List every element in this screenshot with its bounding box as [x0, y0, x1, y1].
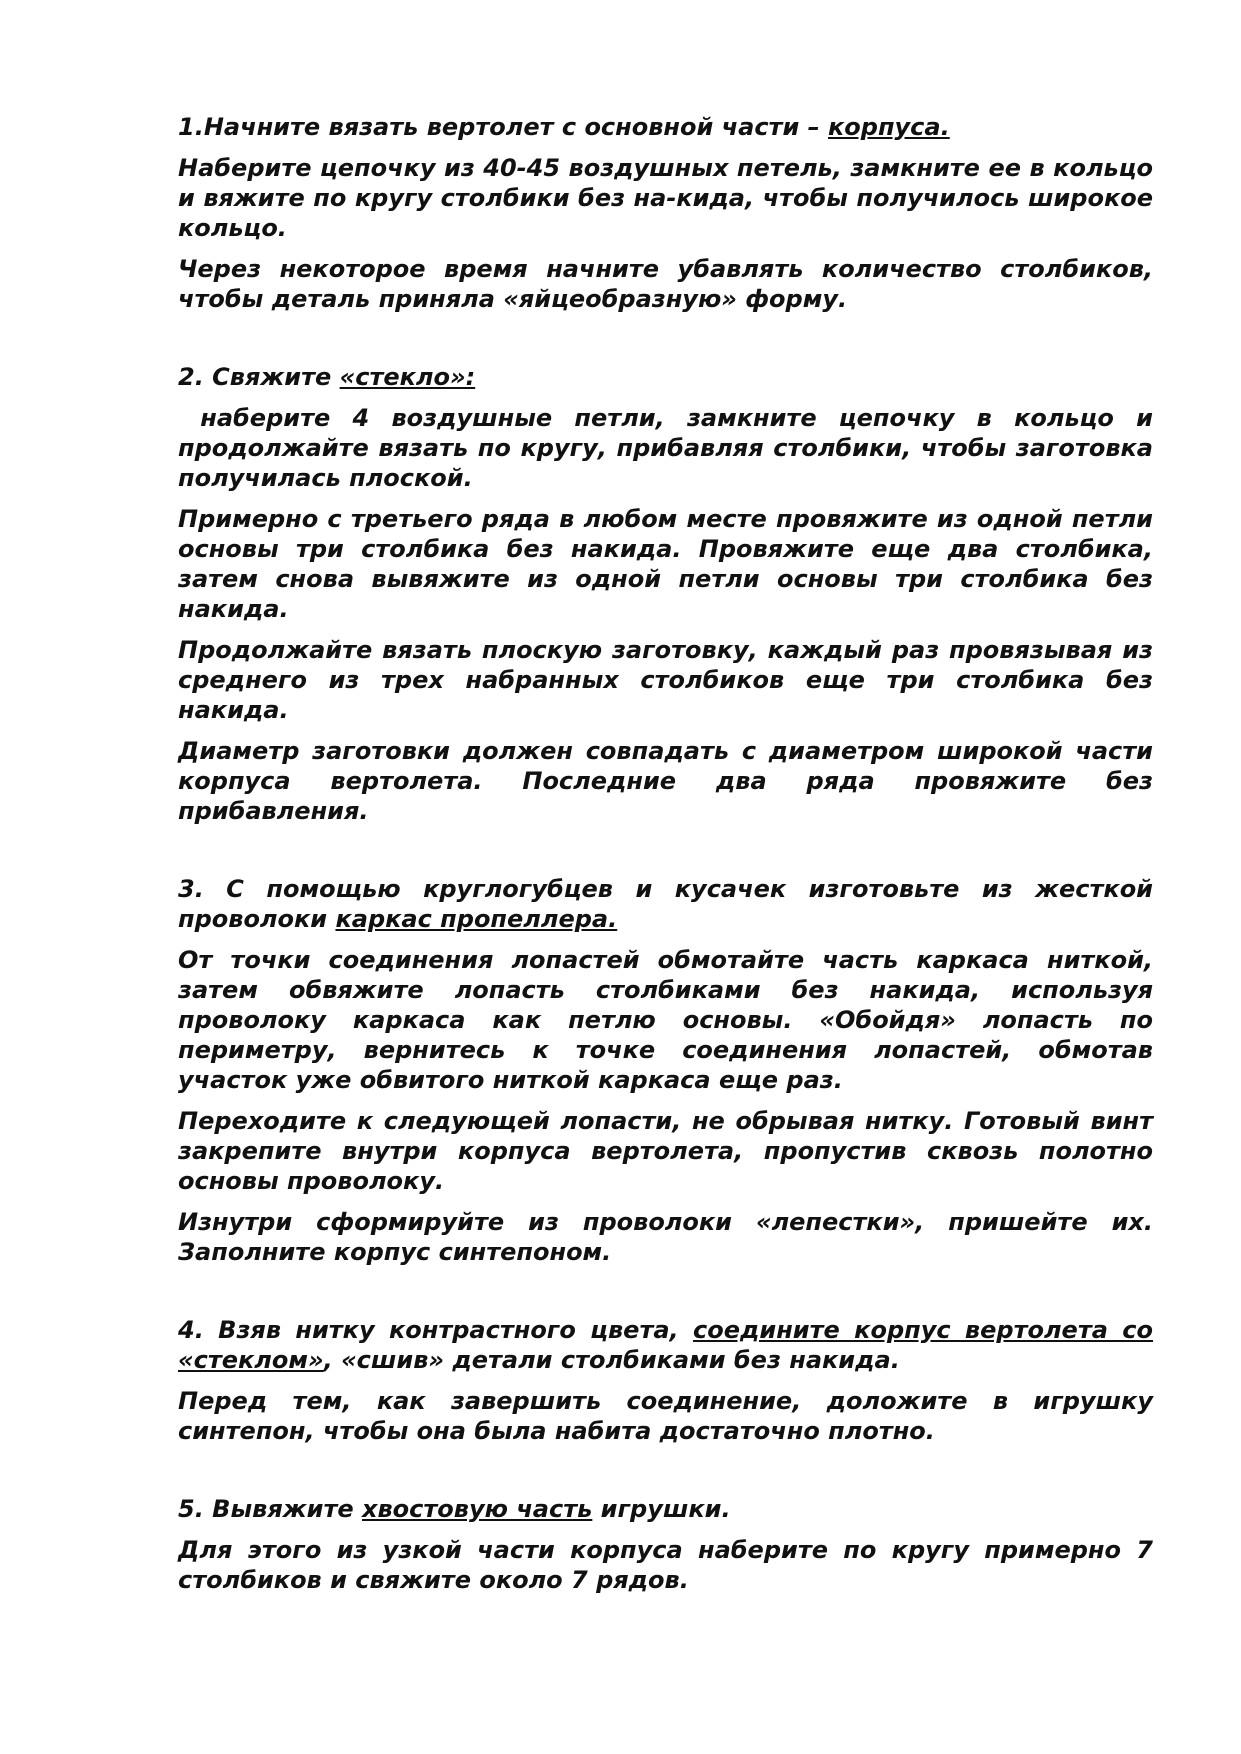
section-4-highlight: соедините корпус вертолета со «стеклом»	[178, 1316, 1153, 1374]
section-3-paragraph-3: Изнутри сформируйте из проволоки «лепестки», пришейте их. Заполните корпус синтепоном.	[178, 1208, 1153, 1266]
section-5-heading: 5. Вывяжите хвостовую часть игрушки.	[178, 1495, 731, 1523]
section-2-heading: 2. Свяжите «стекло»:	[178, 363, 476, 391]
section-1-highlight: корпуса.	[828, 113, 950, 141]
section-1-heading: 1.Начните вязать вертолет с основной части – корпуса.	[178, 113, 950, 141]
section-4-heading: 4. Взяв нитку контрастного цвета, соедините корпус вертолета со «стеклом», «сшив» детали столбиками без накида.	[178, 1316, 1153, 1374]
section-3-paragraph-1: От точки соединения лопастей обмотайте часть каркаса ниткой, затем обвяжите лопасть столбиками без накида, используя проволоку каркаса как петлю основы. «Обойдя» лопасть по периметру, вернитесь к точке соединения лопастей, обмотав участок уже обвитого ниткой каркаса еще раз.	[178, 946, 1153, 1094]
section-3-paragraph-2: Переходите к следующей лопасти, не обрывая нитку. Готовый винт закрепите внутри корпуса вертолета, пропустив сквозь полотно основы проволоку.	[178, 1107, 1153, 1195]
section-3-heading: 3. С помощью круглогубцев и кусачек изготовьте из жесткой проволоки каркас пропеллера.	[178, 875, 1153, 933]
section-1-paragraph-1: Наберите цепочку из 40-45 воздушных петель, замкните ее в кольцо и вяжите по кругу столбики без на-кида, чтобы получилось широкое кольцо.	[178, 154, 1153, 242]
section-4-paragraph-1: Перед тем, как завершить соединение, доложите в игрушку синтепон, чтобы она была набита достаточно плотно.	[178, 1387, 1153, 1445]
section-2-paragraph-4: Диаметр заготовки должен совпадать с диаметром широкой части корпуса вертолета. Последние два ряда провяжите без прибавления.	[178, 737, 1153, 825]
section-2-paragraph-2: Примерно с третьего ряда в любом месте провяжите из одной петли основы три столбика без накида. Провяжите еще два столбика, затем снова вывяжите из одной петли основы три столбика без накида.	[178, 505, 1153, 623]
section-2-paragraph-1: наберите 4 воздушные петли, замкните цепочку в кольцо и продолжайте вязать по кругу, прибавляя столбики, чтобы заготовка получилась плоской.	[178, 404, 1162, 492]
section-2-paragraph-3: Продолжайте вязать плоскую заготовку, каждый раз провязывая из среднего из трех набранных столбиков еще три столбика без накида.	[178, 636, 1153, 724]
section-3-highlight: каркас пропеллера.	[335, 905, 618, 933]
section-2-highlight: «стекло»:	[339, 363, 476, 391]
section-5-highlight: хвостовую часть	[362, 1495, 593, 1523]
section-5-paragraph-1: Для этого из узкой части корпуса наберите по кругу примерно 7 столбиков и свяжите около 7 рядов.	[178, 1536, 1153, 1594]
section-1-paragraph-2: Через некоторое время начните убавлять количество столбиков, чтобы деталь приняла «яйцеобразную» форму.	[178, 255, 1153, 313]
document-page	[178, 112, 1162, 1606]
